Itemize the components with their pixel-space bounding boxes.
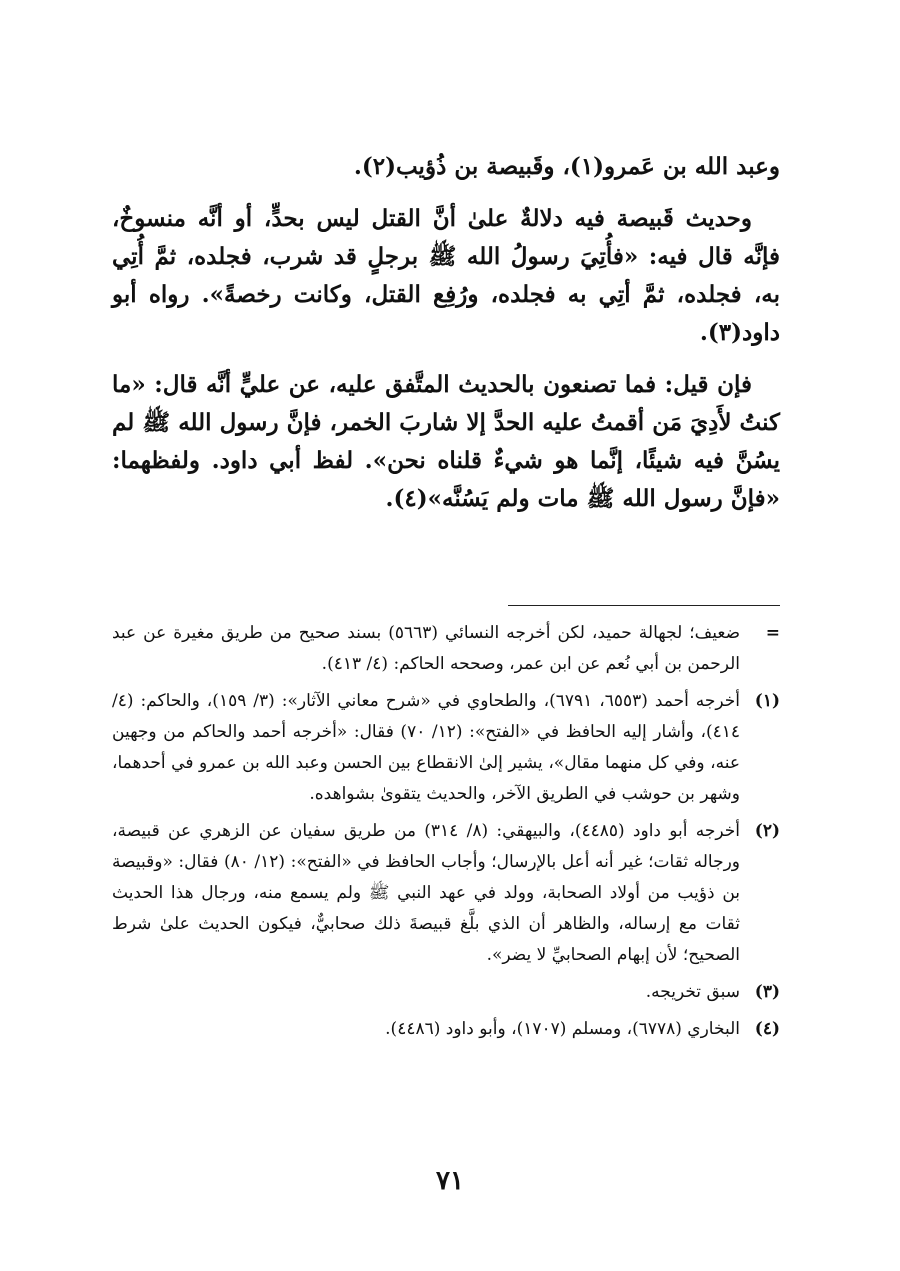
footnote-2 xyxy=(112,816,780,971)
footnote-text: سبق تخريجه. xyxy=(645,982,740,1002)
footnote-text: أخرجه أحمد (٦٥٥٣، ٦٧٩١)، والطحاوي في «شرح معاني الآثار»: (٣/ ١٥٩)، والحاكم: (٤/ ٤١٤)، وأشار إليه الحافظ في «الفتح»: (١٢/ ٧٠) فقال: «أخرجه أحمد والحاكم من وجهين عنه، وفي كل منهما مقال»، يشير إلىٰ الانقطاع بين الحسن وعبد الله بن عمرو في أحدهما، وشهر بن حوشب في الطريق الآخر، والحديث يتقوىٰ بشواهده. xyxy=(112,691,740,804)
main-text xyxy=(112,148,780,532)
page-number: ٧١ xyxy=(436,1166,464,1196)
footnote-continuation xyxy=(112,618,780,680)
footnote-divider xyxy=(508,605,780,606)
footnote-text: أخرجه أبو داود (٤٤٨٥)، والبيهقي: (٨/ ٣١٤) من طريق سفيان عن الزهري عن قبيصة، ورجاله ثقات؛ غير أنه أعل بالإرسال؛ وأجاب الحافظ في «الفتح»: (١٢/ ٨٠) فقال: «وقبيصة بن ذؤيب من أولاد الصحابة، وولد في عهد النبي ﷺ ولم يسمع منه، ورجال هذا الحديث ثقات مع إرساله، والظاهر أن الذي بلَّغ قبيصةَ ذلك صحابيٌّ، فيكون الحديث علىٰ شرط الصحيح؛ لأن إبهام الصحابيِّ لا يضر». xyxy=(112,821,741,965)
footnotes xyxy=(112,618,780,1051)
footnote-text: البخاري (٦٧٧٨)، ومسلم (١٧٠٧)، وأبو داود (٤٤٨٦). xyxy=(385,1019,740,1039)
footnote-1 xyxy=(112,686,780,810)
paragraph-2: وحديث قَبيصة فيه دلالةٌ علىٰ أنَّ القتل ليس بحدٍّ، أو أنَّه منسوخٌ، فإنَّه قال فيه: «فأُتِيَ رسولُ الله ﷺ برجلٍ قد شرب، فجلده، ثمَّ أُتِي به، فجلده، ثمَّ أتِي به فجلده، ورُفِع القتل، وكانت رخصةً». رواه أبو داود(٣). xyxy=(112,205,780,346)
footnote-marker: = xyxy=(765,623,780,643)
footnote-3 xyxy=(112,977,780,1008)
footnote-marker: (٤) xyxy=(754,1019,780,1039)
footnote-text: ضعيف؛ لجهالة حميد، لكن أخرجه النسائي (٥٦٦٣) بسند صحيح من طريق مغيرة عن عبد الرحمن بن أبي نُعم عن ابن عمر، وصححه الحاكم: (٤/ ٤١٣). xyxy=(112,623,740,674)
footnote-marker: (٣) xyxy=(754,982,780,1002)
footnote-marker: (١) xyxy=(754,691,780,711)
paragraph-1: وعبد الله بن عَمرو(١)، وقَبيصة بن ذُؤيب(٢). xyxy=(353,153,780,180)
footnote-4 xyxy=(112,1014,780,1045)
footnote-marker: (٢) xyxy=(754,821,780,841)
paragraph-3: فإن قيل: فما تصنعون بالحديث المتَّفق عليه، عن عليٍّ أنَّه قال: «ما كنتُ لأَدِيَ مَن أقمتُ عليه الحدَّ إلا شاربَ الخمر، فإنَّ رسول الله ﷺ لم يسُنَّ فيه شيئًا، إنَّما هو شيءٌ قلناه نحن». لفظ أبي داود. ولفظهما: «فإنَّ رسول الله ﷺ مات ولم يَسُنَّه»(٤). xyxy=(112,371,780,512)
